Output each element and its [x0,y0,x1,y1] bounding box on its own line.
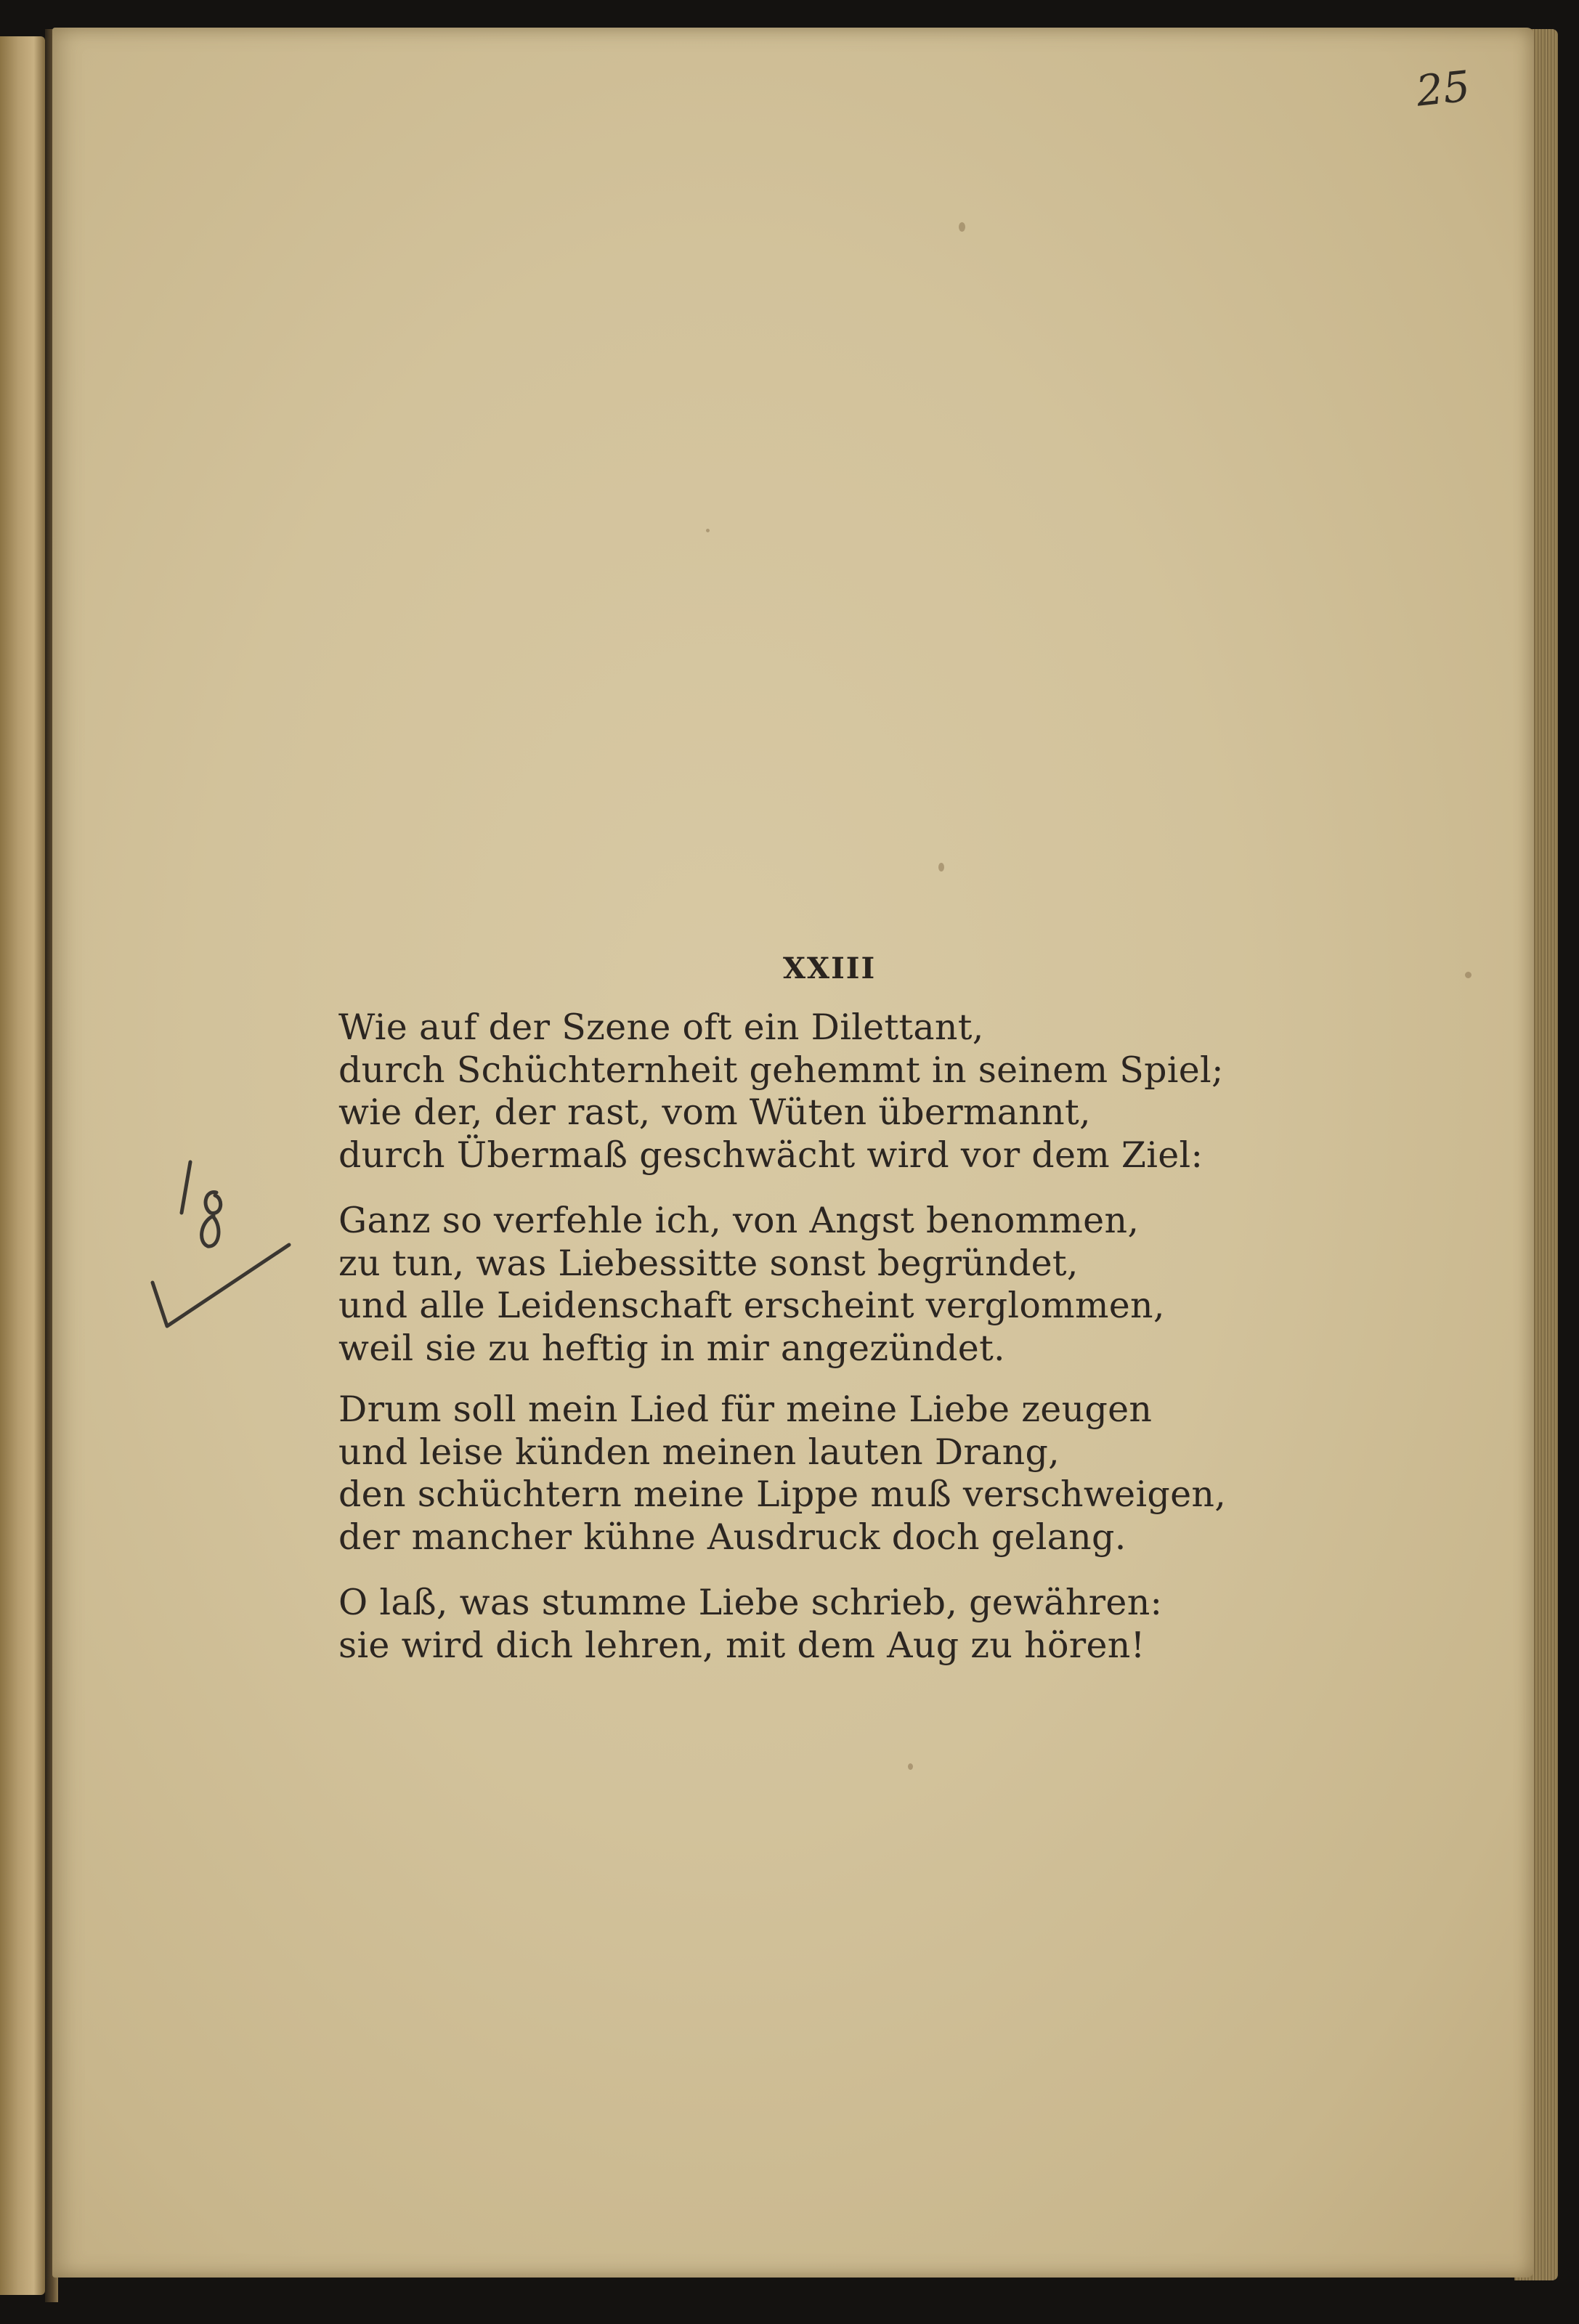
paper-speck [1465,972,1472,978]
page-number: 25 [1413,61,1473,116]
poem-line: der mancher kühne Ausdruck doch gelang. [338,1516,1127,1558]
paper-speck [706,529,710,532]
stanza-3 [338,1389,1226,1559]
poem-line: und leise künden meinen lauten Drang, [338,1431,1060,1473]
poem-line: Wie auf der Szene oft ein Dilettant, [338,1007,984,1048]
paper-speck [938,863,944,871]
paper-speck [908,1763,913,1770]
poem-line: zu tun, was Liebessitte sonst begründet, [338,1242,1079,1284]
poem-line: sie wird dich lehren, mit dem Aug zu hören! [338,1624,1145,1666]
stanza-2 [338,1200,1165,1370]
facing-page-edge [0,36,45,2295]
poem-line: durch Schüchternheit gehemmt in seinem Spiel; [338,1049,1224,1091]
poem-line: wie der, der rast, vom Wüten übermannt, [338,1092,1091,1133]
stanza-4 [338,1582,1162,1667]
poem-line: Drum soll mein Lied für meine Liebe zeugen [338,1389,1153,1430]
stanza-1 [338,1007,1224,1177]
poem-line: weil sie zu heftig in mir angezündet. [338,1327,1005,1369]
poem-line: O laß, was stumme Liebe schrieb, gewähren: [338,1582,1163,1623]
poem-title: XXIII [783,951,877,986]
poem-line: Ganz so verfehle ich, von Angst benommen, [338,1200,1140,1241]
poem-line: und alle Leidenschaft erscheint verglommen, [338,1285,1165,1326]
pencil-checkmark-icon [138,1155,312,1344]
poem-line: den schüchtern meine Lippe muß verschweigen, [338,1474,1227,1515]
poem-line: durch Übermaß geschwächt wird vor dem Ziel: [338,1134,1203,1176]
paper-speck [959,222,965,232]
